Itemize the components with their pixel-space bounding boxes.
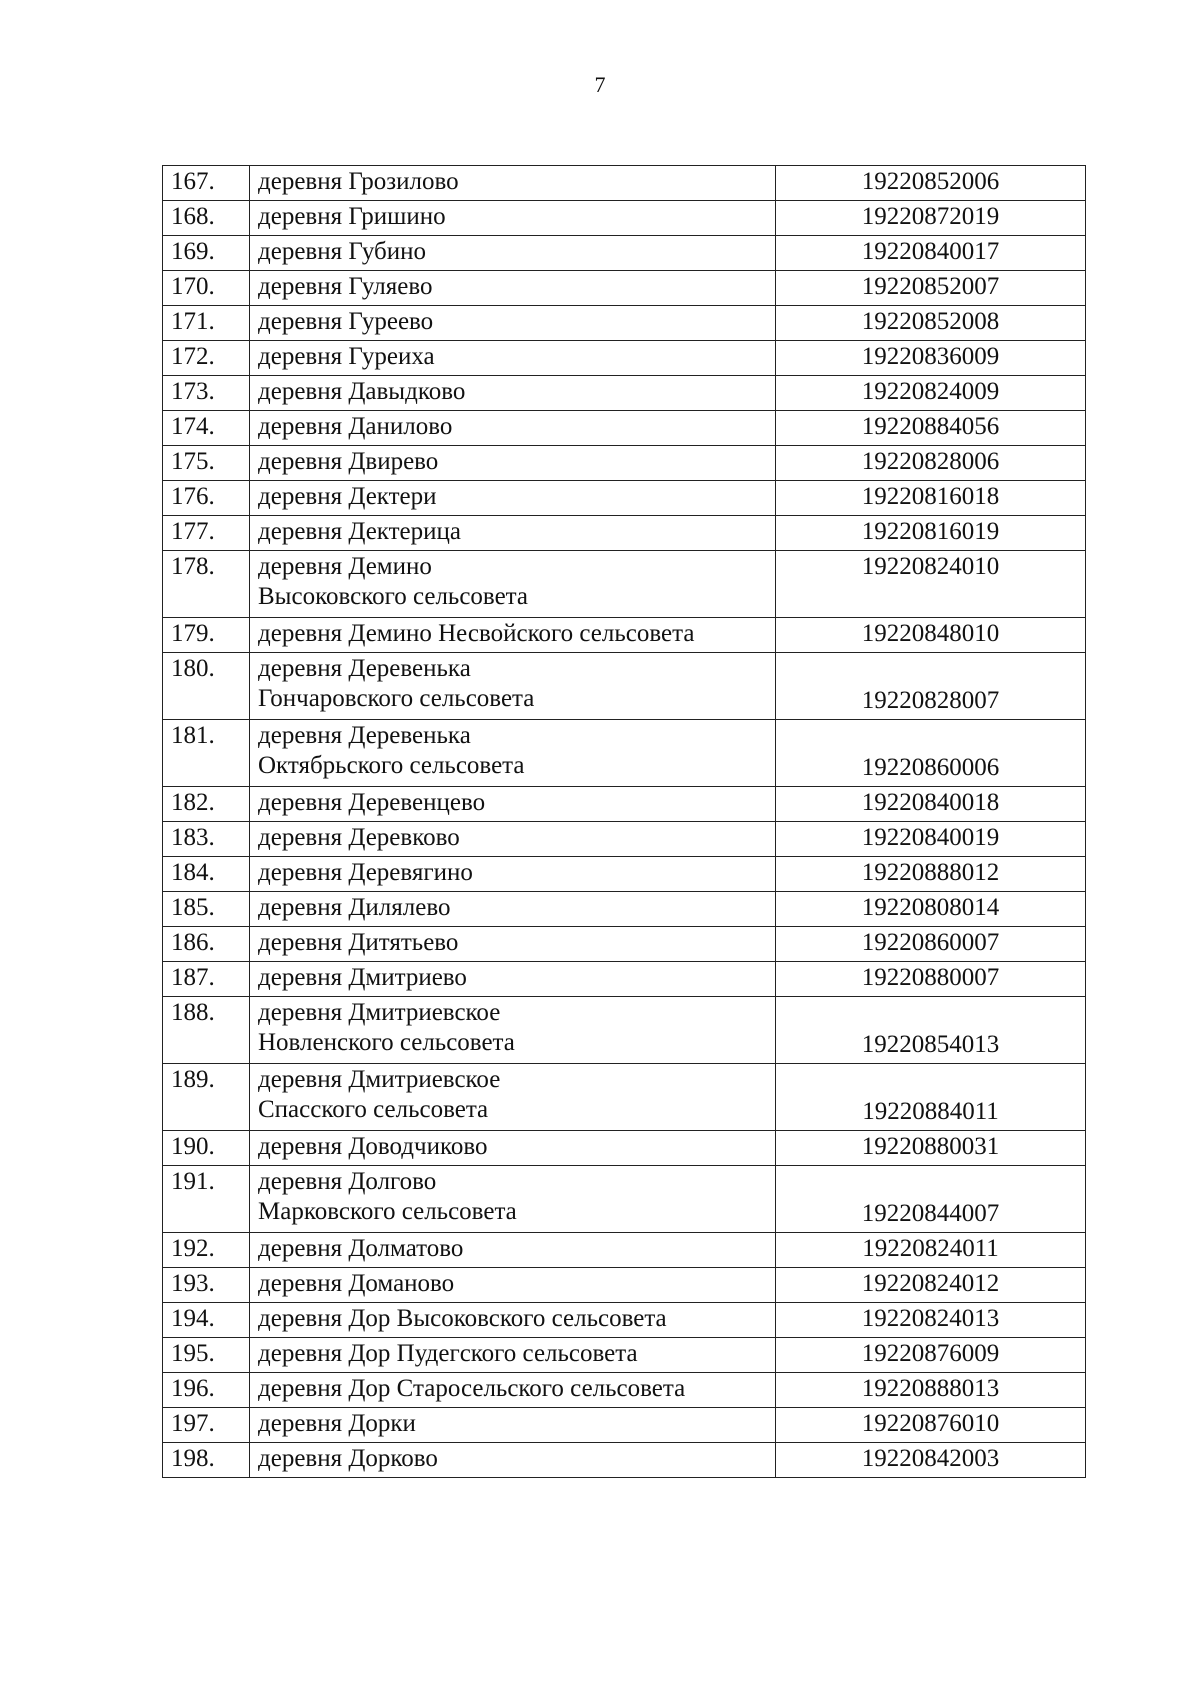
settlement-name-line: деревня Дектерица <box>258 518 461 545</box>
settlement-name-line: деревня Дор Пудегского сельсовета <box>258 1340 638 1367</box>
settlement-name <box>250 411 776 446</box>
settlement-name-line: деревня Дектери <box>258 483 437 510</box>
settlement-name <box>250 1233 776 1268</box>
settlement-name <box>250 1131 776 1166</box>
settlement-name <box>250 720 776 787</box>
table-row <box>163 236 1086 271</box>
oktmo-code: 19220824012 <box>776 1268 1086 1303</box>
table-row <box>163 446 1086 481</box>
oktmo-code: 19220824013 <box>776 1303 1086 1338</box>
row-number: 191. <box>163 1166 250 1233</box>
settlement-name <box>250 481 776 516</box>
table-row <box>163 1338 1086 1373</box>
row-number: 187. <box>163 962 250 997</box>
settlement-name <box>250 1268 776 1303</box>
settlement-name <box>250 306 776 341</box>
settlement-name-line: Высоковского сельсовета <box>258 583 529 610</box>
oktmo-code: 19220828007 <box>776 653 1086 720</box>
settlement-name <box>250 201 776 236</box>
settlement-name-line: деревня Долматово <box>258 1235 464 1262</box>
table-row <box>163 962 1086 997</box>
table-row <box>163 1268 1086 1303</box>
settlement-name-line: деревня Долгово <box>258 1168 437 1195</box>
settlement-name-line: деревня Гуляево <box>258 273 433 300</box>
table-row <box>163 653 1086 720</box>
row-number: 181. <box>163 720 250 787</box>
settlement-name <box>250 1373 776 1408</box>
settlement-name <box>250 653 776 720</box>
oktmo-code: 19220880007 <box>776 962 1086 997</box>
settlement-name-line: деревня Деревково <box>258 824 460 851</box>
row-number: 193. <box>163 1268 250 1303</box>
row-number: 172. <box>163 341 250 376</box>
table-row <box>163 618 1086 653</box>
settlement-name <box>250 997 776 1064</box>
settlement-name <box>250 516 776 551</box>
settlement-name <box>250 1064 776 1131</box>
settlement-table-body <box>163 166 1086 1478</box>
oktmo-code: 19220860006 <box>776 720 1086 787</box>
settlement-name-line: деревня Дмитриевское <box>258 1066 501 1093</box>
oktmo-code: 19220854013 <box>776 997 1086 1064</box>
settlement-name-line: деревня Дорково <box>258 1445 438 1472</box>
settlement-name-line: деревня Губино <box>258 238 426 265</box>
settlement-name-line: деревня Дитятьево <box>258 929 459 956</box>
oktmo-code: 19220888013 <box>776 1373 1086 1408</box>
oktmo-code: 19220816019 <box>776 516 1086 551</box>
table-row <box>163 201 1086 236</box>
table-row <box>163 787 1086 822</box>
oktmo-code: 19220884011 <box>776 1064 1086 1131</box>
table-row <box>163 481 1086 516</box>
settlement-name <box>250 271 776 306</box>
row-number: 197. <box>163 1408 250 1443</box>
settlement-name <box>250 1166 776 1233</box>
row-number: 188. <box>163 997 250 1064</box>
row-number: 183. <box>163 822 250 857</box>
settlement-name <box>250 927 776 962</box>
row-number: 167. <box>163 166 250 201</box>
row-number: 195. <box>163 1338 250 1373</box>
row-number: 196. <box>163 1373 250 1408</box>
oktmo-code: 19220852006 <box>776 166 1086 201</box>
settlement-name-line: деревня Данилово <box>258 413 453 440</box>
page-number: 7 <box>594 72 606 97</box>
table-row <box>163 166 1086 201</box>
oktmo-code: 19220840017 <box>776 236 1086 271</box>
oktmo-code: 19220844007 <box>776 1166 1086 1233</box>
settlement-name <box>250 618 776 653</box>
settlement-name <box>250 787 776 822</box>
oktmo-code: 19220884056 <box>776 411 1086 446</box>
row-number: 168. <box>163 201 250 236</box>
settlement-name-line: деревня Грозилово <box>258 168 459 195</box>
oktmo-code: 19220848010 <box>776 618 1086 653</box>
table-row <box>163 1373 1086 1408</box>
settlement-name-line: Спасского сельсовета <box>258 1096 489 1123</box>
settlement-name <box>250 166 776 201</box>
settlement-name-line: деревня Двирево <box>258 448 439 475</box>
row-number: 179. <box>163 618 250 653</box>
settlement-name-line: деревня Доводчиково <box>258 1133 488 1160</box>
oktmo-code: 19220840019 <box>776 822 1086 857</box>
oktmo-code: 19220824009 <box>776 376 1086 411</box>
settlement-name-line: Марковского сельсовета <box>258 1198 517 1225</box>
settlement-name <box>250 822 776 857</box>
table-row <box>163 306 1086 341</box>
table-row <box>163 822 1086 857</box>
settlement-name-line: деревня Деревягино <box>258 859 473 886</box>
settlement-name-line: деревня Дор Старосельского сельсовета <box>258 1375 686 1402</box>
settlement-name-line: деревня Деревенька <box>258 722 471 749</box>
settlement-name <box>250 857 776 892</box>
table-row <box>163 927 1086 962</box>
settlement-name-line: деревня Деревенцево <box>258 789 486 816</box>
oktmo-code: 19220876010 <box>776 1408 1086 1443</box>
table-row <box>163 1408 1086 1443</box>
row-number: 176. <box>163 481 250 516</box>
row-number: 175. <box>163 446 250 481</box>
settlement-name <box>250 236 776 271</box>
table-row <box>163 271 1086 306</box>
settlement-name <box>250 446 776 481</box>
table-row <box>163 892 1086 927</box>
oktmo-code: 19220876009 <box>776 1338 1086 1373</box>
table-row <box>163 1233 1086 1268</box>
settlement-name <box>250 962 776 997</box>
table-row <box>163 1131 1086 1166</box>
settlement-name-line: деревня Деревенька <box>258 655 471 682</box>
oktmo-code: 19220852007 <box>776 271 1086 306</box>
oktmo-code: 19220888012 <box>776 857 1086 892</box>
table-row <box>163 1166 1086 1233</box>
settlement-name-line: деревня Давыдково <box>258 378 466 405</box>
settlement-name <box>250 1303 776 1338</box>
oktmo-code: 19220852008 <box>776 306 1086 341</box>
row-number: 186. <box>163 927 250 962</box>
settlement-name-line: Гончаровского сельсовета <box>258 685 535 712</box>
oktmo-code: 19220816018 <box>776 481 1086 516</box>
table-row <box>163 857 1086 892</box>
oktmo-code: 19220842003 <box>776 1443 1086 1478</box>
settlement-name-line: Новленского сельсовета <box>258 1029 515 1056</box>
row-number: 194. <box>163 1303 250 1338</box>
settlement-name <box>250 1338 776 1373</box>
oktmo-code: 19220824011 <box>776 1233 1086 1268</box>
settlement-name-line: Октябрьского сельсовета <box>258 752 525 779</box>
oktmo-code: 19220836009 <box>776 341 1086 376</box>
settlement-name-line: деревня Гришино <box>258 203 446 230</box>
table-row <box>163 376 1086 411</box>
row-number: 170. <box>163 271 250 306</box>
row-number: 192. <box>163 1233 250 1268</box>
settlement-name-line: деревня Дорки <box>258 1410 416 1437</box>
row-number: 171. <box>163 306 250 341</box>
settlement-name-line: деревня Демино Несвойского сельсовета <box>258 620 695 647</box>
settlement-name-line: деревня Дилялево <box>258 894 451 921</box>
settlement-name-line: деревня Гуреиха <box>258 343 435 370</box>
row-number: 189. <box>163 1064 250 1131</box>
row-number: 169. <box>163 236 250 271</box>
settlement-name-line: деревня Гуреево <box>258 308 434 335</box>
settlement-name <box>250 1443 776 1478</box>
settlement-name-line: деревня Доманово <box>258 1270 455 1297</box>
row-number: 185. <box>163 892 250 927</box>
row-number: 174. <box>163 411 250 446</box>
settlement-name <box>250 376 776 411</box>
oktmo-code: 19220824010 <box>776 551 1086 618</box>
settlement-name <box>250 551 776 618</box>
settlement-name-line: деревня Дор Высоковского сельсовета <box>258 1305 667 1332</box>
settlement-name-line: деревня Демино <box>258 553 432 580</box>
row-number: 180. <box>163 653 250 720</box>
row-number: 190. <box>163 1131 250 1166</box>
table-row <box>163 720 1086 787</box>
row-number: 184. <box>163 857 250 892</box>
settlement-name <box>250 1408 776 1443</box>
oktmo-code: 19220860007 <box>776 927 1086 962</box>
table-row <box>163 341 1086 376</box>
row-number: 178. <box>163 551 250 618</box>
row-number: 177. <box>163 516 250 551</box>
table-row <box>163 997 1086 1064</box>
oktmo-code: 19220828006 <box>776 446 1086 481</box>
table-row <box>163 1443 1086 1478</box>
oktmo-code: 19220880031 <box>776 1131 1086 1166</box>
row-number: 173. <box>163 376 250 411</box>
oktmo-code: 19220840018 <box>776 787 1086 822</box>
settlement-name-line: деревня Дмитриево <box>258 964 467 991</box>
settlement-table <box>162 165 1086 1478</box>
oktmo-code: 19220808014 <box>776 892 1086 927</box>
settlement-name <box>250 892 776 927</box>
table-row <box>163 1303 1086 1338</box>
table-row <box>163 516 1086 551</box>
oktmo-code: 19220872019 <box>776 201 1086 236</box>
table-row <box>163 1064 1086 1131</box>
table-row <box>163 411 1086 446</box>
row-number: 198. <box>163 1443 250 1478</box>
settlement-name <box>250 341 776 376</box>
settlement-name-line: деревня Дмитриевское <box>258 999 501 1026</box>
table-row <box>163 551 1086 618</box>
row-number: 182. <box>163 787 250 822</box>
